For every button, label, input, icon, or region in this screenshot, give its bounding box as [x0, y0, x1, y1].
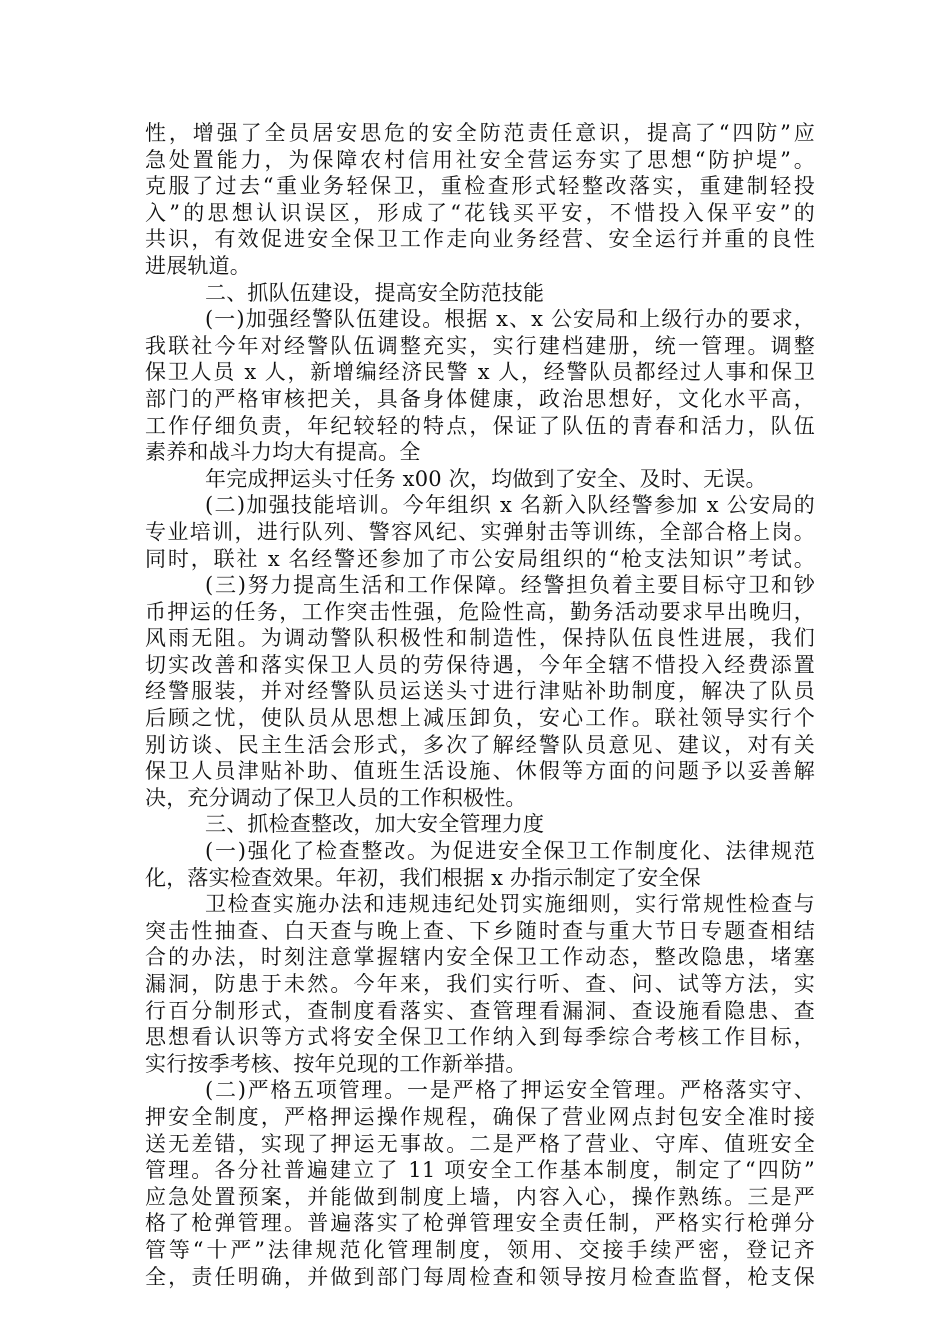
text-line: 三、抓检查整改，加大安全管理力度 — [205, 812, 545, 837]
text-line: 经警服装，并对经警队员运送头寸进行津贴补助制度，解决了队员 — [145, 679, 815, 704]
text-line: 押安全制度，严格押运操作规程，确保了营业网点封包安全准时接 — [145, 1104, 815, 1129]
text-line: (一)加强经警队伍建设。根据 x、x 公安局和上级行办的要求， — [205, 307, 815, 332]
text-line: 性，增强了全员居安思危的安全防范责任意识，提高了“四防”应 — [145, 121, 815, 145]
text-line: 行百分制形式，查制度看落实、查管理看漏洞、查设施看隐患、查 — [145, 998, 815, 1023]
text-line: 急处置能力，为保障农村信用社安全营运夯实了思想“防护堤”。 — [145, 147, 815, 172]
document-body — [145, 120, 815, 1290]
text-line: 后顾之忧，使队员从思想上减压卸负，安心工作。联社领导实行个 — [145, 706, 815, 731]
text-line: 全，责任明确，并做到部门每周检查和领导按月检查监督，枪支保 — [145, 1264, 815, 1289]
text-line: 同时，联社 x 名经警还参加了市公安局组织的“枪支法知识”考试。 — [145, 546, 815, 571]
text-line: 格了枪弹管理。普遍落实了枪弹管理安全责任制，严格实行枪弹分 — [145, 1211, 815, 1236]
text-line: (一)强化了检查整改。为促进安全保卫工作制度化、法律规范 — [205, 839, 815, 864]
text-line: 切实改善和落实保卫人员的劳保待遇，今年全辖不惜投入经费添置 — [145, 652, 815, 677]
text-line: 年完成押运头寸任务 x00 次，均做到了安全、及时、无误。 — [205, 466, 767, 491]
text-line: 素养和战斗力均大有提高。全 — [145, 440, 421, 465]
text-line: 决，充分调动了保卫人员的工作积极性。 — [145, 785, 527, 810]
text-line: 克服了过去“重业务轻保卫，重检查形式轻整改落实，重建制轻投 — [145, 174, 815, 199]
text-line: 管理。各分社普遍建立了 11 项安全工作基本制度，制定了“四防” — [145, 1158, 815, 1183]
text-line: 工作仔细负责，年纪较轻的特点，保证了队伍的青春和活力，队伍 — [145, 413, 815, 438]
text-line: 风雨无阻。为调动警队积极性和制造性，保持队伍良性进展，我们 — [145, 626, 815, 651]
text-line: 保卫人员 x 人，新增编经济民警 x 人，经警队员都经过人事和保卫 — [145, 360, 815, 385]
text-line: 币押运的任务，工作突击性强，危险性高，勤务活动要求早出晚归， — [145, 599, 815, 624]
text-line: 二、抓队伍建设，提高安全防范技能 — [205, 280, 545, 305]
text-line: 突击性抽查、白天查与晚上查、下乡随时查与重大节日专题查相结 — [145, 918, 815, 943]
text-line: 实行按季考核、按年兑现的工作新举措。 — [145, 1051, 527, 1076]
text-line: 化，落实检查效果。年初，我们根据 x 办指示制定了安全保 — [145, 865, 701, 890]
text-line: (三)努力提高生活和工作保障。经警担负着主要目标守卫和钞 — [205, 573, 815, 598]
text-line: 漏洞，防患于未然。今年来，我们实行听、查、问、试等方法，实 — [145, 972, 815, 996]
text-line: 进展轨道。 — [145, 253, 251, 278]
text-line: 我联社今年对经警队伍调整充实，实行建档建册，统一管理。调整 — [145, 333, 815, 358]
text-line: 应急处置预案，并能做到制度上墙，内容入心，操作熟练。三是严 — [145, 1184, 815, 1209]
text-line: 共识，有效促进安全保卫工作走向业务经营、安全运行并重的良性 — [145, 227, 815, 252]
text-line: 保卫人员津贴补助、值班生活设施、休假等方面的问题予以妥善解 — [145, 759, 815, 784]
text-line: 管等“十严”法律规范化管理制度，领用、交接手续严密，登记齐 — [145, 1237, 815, 1262]
text-line: 卫检查实施办法和违规违纪处罚实施细则，实行常规性检查与 — [205, 892, 815, 917]
text-line: (二)加强技能培训。今年组织 x 名新入队经警参加 x 公安局的 — [205, 493, 815, 518]
text-line: 部门的严格审核把关，具备身体健康，政治思想好，文化水平高， — [145, 386, 815, 411]
text-line: 别访谈、民主生活会形式，多次了解经警队员意见、建议，对有关 — [145, 732, 815, 757]
text-line: 合的办法，时刻注意掌握辖内安全保卫工作动态，整改隐患，堵塞 — [145, 945, 815, 970]
text-line: 思想看认识等方式将安全保卫工作纳入到每季综合考核工作目标， — [145, 1025, 815, 1050]
text-line: 入”的思想认识误区，形成了“花钱买平安，不惜投入保平安”的 — [145, 200, 815, 225]
text-line: (二)严格五项管理。一是严格了押运安全管理。严格落实守、 — [205, 1078, 815, 1103]
text-line: 专业培训，进行队列、警容风纪、实弹射击等训练，全部合格上岗。 — [145, 519, 815, 544]
text-line: 送无差错，实现了押运无事故。二是严格了营业、守库、值班安全 — [145, 1131, 815, 1156]
